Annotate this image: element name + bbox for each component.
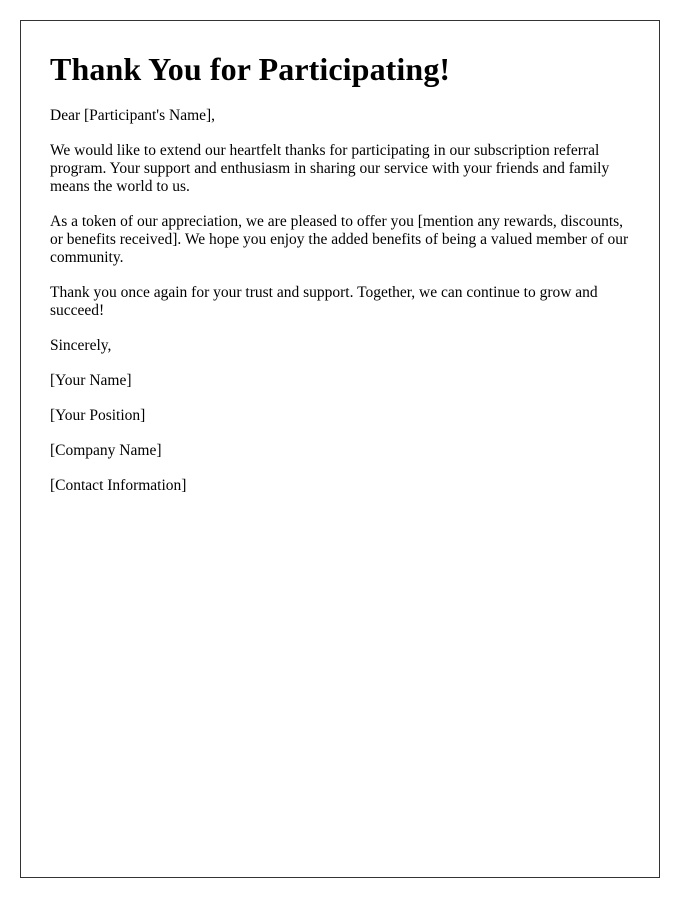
letter-page	[20, 20, 660, 878]
letter-greeting: Dear [Participant's Name],	[50, 107, 216, 124]
signature-position: [Your Position]	[50, 407, 146, 424]
signature-company: [Company Name]	[50, 442, 162, 459]
letter-paragraph-appreciation: As a token of our appreciation, we are pleased to offer you [mention any rewards, discounts, or benefits received]. We hope you enjoy the added benefits of being a valued member of our community.	[50, 213, 629, 266]
signature-name: [Your Name]	[50, 372, 132, 389]
signature-contact: [Contact Information]	[50, 477, 187, 494]
letter-closing: Sincerely,	[50, 337, 112, 354]
letter-paragraph-closing-remarks: Thank you once again for your trust and support. Together, we can continue to grow and succeed!	[50, 284, 598, 319]
letter-paragraph-thanks: We would like to extend our heartfelt thanks for participating in our subscription referral program. Your support and enthusiasm in sharing our service with your friends and family means the world to us.	[50, 142, 610, 195]
letter-title: Thank You for Participating!	[50, 51, 451, 87]
